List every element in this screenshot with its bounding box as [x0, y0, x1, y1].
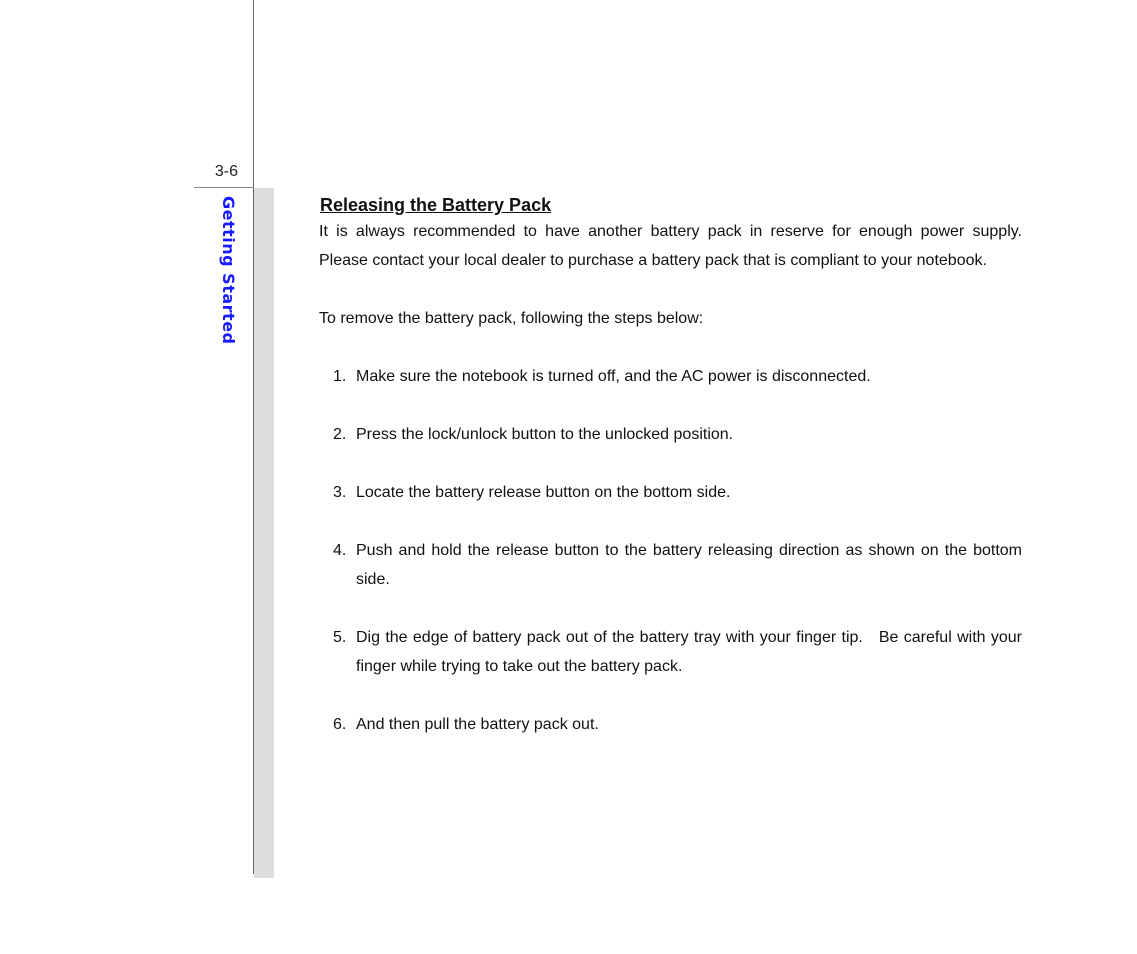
step-text: Locate the battery release button on the bottom side. — [356, 484, 731, 501]
list-item — [319, 478, 1022, 507]
step-number: 3. — [333, 484, 347, 501]
step-text: Press the lock/unlock button to the unlocked position. — [356, 426, 734, 443]
step-text: Push and hold the release button to the battery releasing direction as shown on the bottom side. — [356, 542, 1022, 588]
page-number: 3-6 — [214, 163, 238, 180]
list-item — [319, 623, 1027, 681]
step-number: 1. — [333, 368, 347, 385]
steps-lead: To remove the battery pack, following the steps below: — [319, 310, 704, 327]
step-text: And then pull the battery pack out. — [356, 716, 599, 733]
intro-paragraph: It is always recommended to have another battery pack in reserve for enough power supply. Please contact your local dealer to purchase a battery pack that is compliant to your notebook. — [319, 223, 1022, 269]
list-item — [319, 420, 1022, 449]
list-item — [319, 536, 1022, 594]
step-number: 2. — [333, 426, 347, 443]
step-number: 5. — [333, 629, 347, 646]
side-bar — [254, 188, 274, 878]
step-number: 4. — [333, 542, 347, 559]
step-text: Dig the edge of battery pack out of the battery tray with your finger tip. Be careful with your finger while trying to take out the battery pack. — [356, 629, 1027, 675]
list-item — [319, 710, 1022, 739]
step-number: 6. — [333, 716, 347, 733]
chapter-label: Getting Started — [219, 196, 238, 345]
steps-list — [319, 362, 1027, 739]
header-rule — [194, 187, 254, 188]
page-content — [319, 194, 1027, 768]
section-title: Releasing the Battery Pack — [320, 195, 552, 215]
list-item — [319, 362, 1022, 391]
step-text: Make sure the notebook is turned off, and the AC power is disconnected. — [356, 368, 871, 385]
